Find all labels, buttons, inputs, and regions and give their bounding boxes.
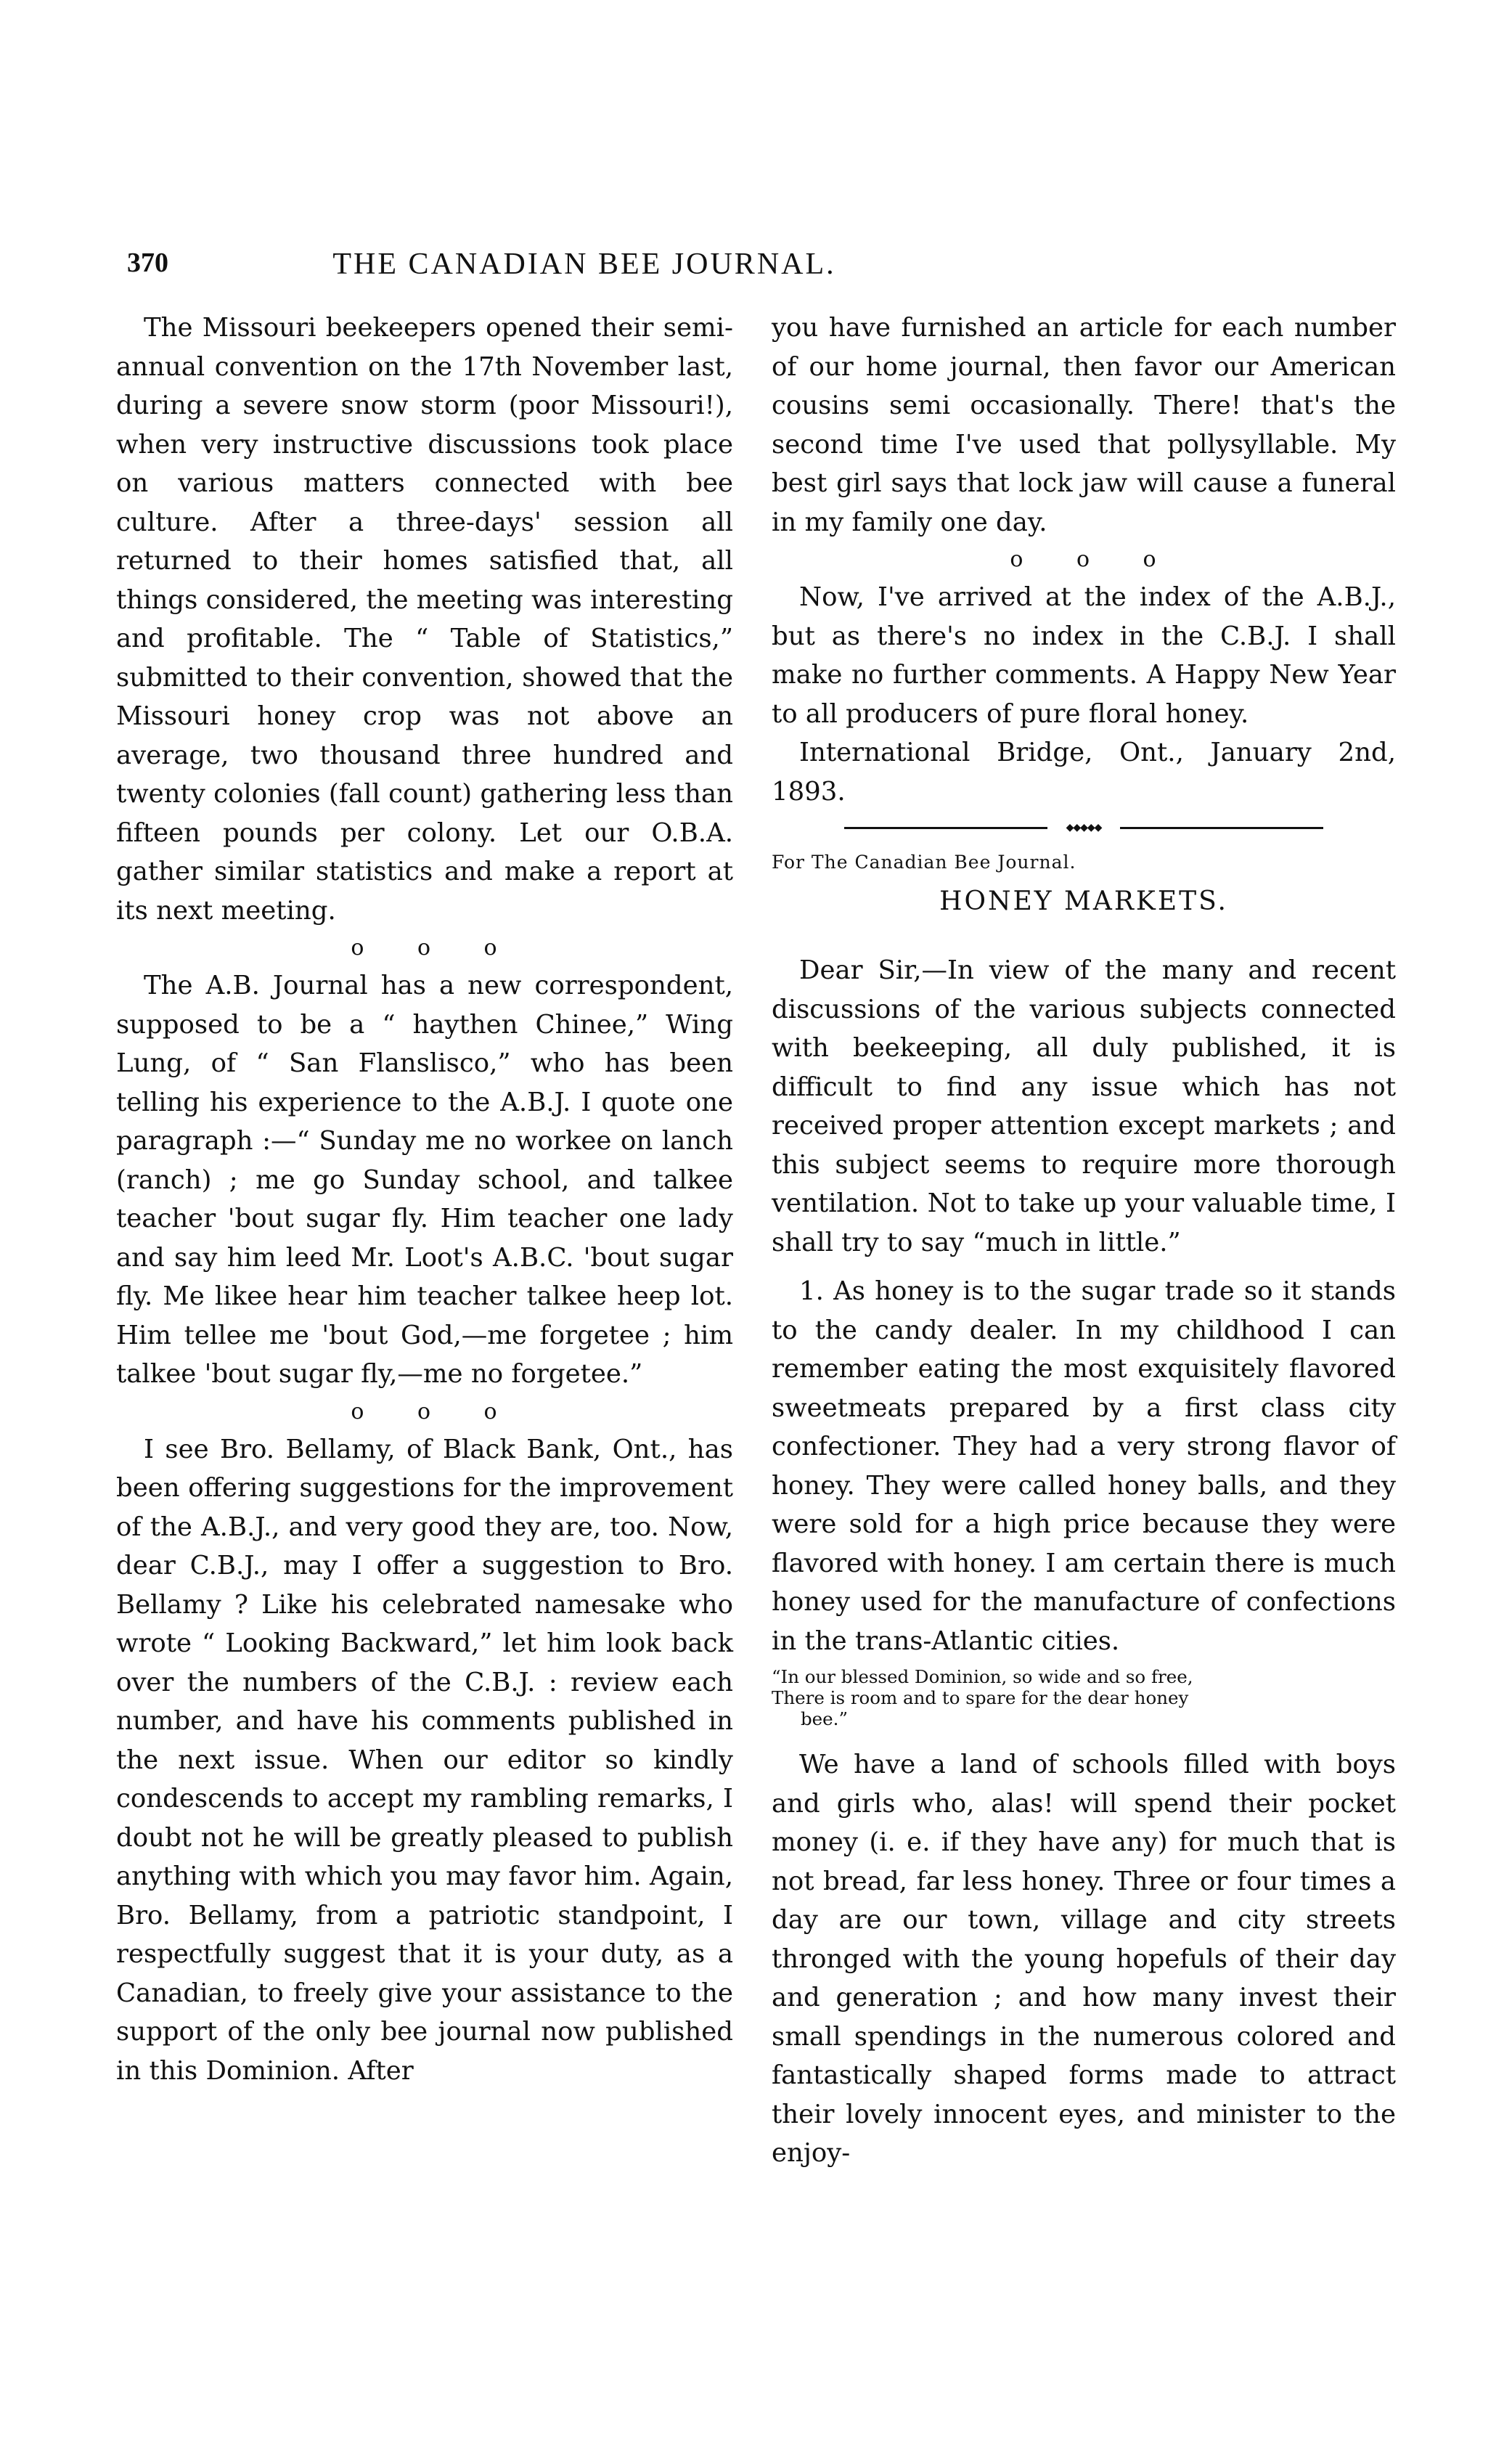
- verse-line: “In our blessed Dominion, so wide and so free,: [772, 1666, 1193, 1687]
- running-title: THE CANADIAN BEE JOURNAL.: [332, 248, 836, 281]
- verse-line: There is room and to spare for the dear honey: [772, 1687, 1189, 1708]
- point-one-paragraph: 1. As honey is to the sugar trade so it stands to the candy dealer. In my childhood I can remember eating the most exquisitely flavored sweetmeats prepared by a first class city confectioner. They had a very strong flavor of honey. They were called honey balls, and they were sold for a high price because they were flavored with honey. I am certain there is much honey used for the manufacture of confections in the trans-Atlantic cities.: [772, 1276, 1396, 1656]
- signoff-dateline: International Bridge, Ont., January 2nd, 1893.: [772, 738, 1396, 807]
- right-column: [772, 309, 1396, 2173]
- verse-quote: [772, 1666, 1396, 1729]
- rule-ornament: ◆◆◆◆◆: [1047, 821, 1120, 834]
- byline-for: For The Canadian Bee Journal.: [772, 852, 1076, 873]
- left-column: [116, 309, 733, 2090]
- continuation-paragraph: you have furnished an article for each number of our home journal, then favor our American cousins semi occasionally. There! that's the second time I've used that pollysyllable. My best girl says that lock jaw will cause a funeral in my family one day.: [772, 313, 1396, 537]
- page-header: [127, 247, 1042, 290]
- section-rule: [844, 822, 1323, 833]
- section-separator: o o o: [351, 935, 520, 961]
- bellamy-paragraph: I see Bro. Bellamy, of Black Bank, Ont., has been offering suggestions for the improvement of the A.B.J., and very good they are, too. Now, dear C.B.J., may I offer a suggestion to Bro. Bellamy ? Like his celebrated namesake who wrote “ Looking Backward,” let him look back over the numbers of the C.B.J. : review each number, and have his comments published in the next issue. When our editor so kindly condescends to accept my rambling remarks, I doubt not he will be greatly pleased to publish anything with which you may favor him. Again, Bro. Bellamy, from a patriotic standpoint, I respectfully suggest that it is your duty, as a Canadian, to freely give your assistance to the support of the only bee journal now published in this Dominion. After: [116, 1434, 733, 2086]
- section-separator: o o o: [1010, 547, 1180, 572]
- schools-paragraph: We have a land of schools filled with boys and girls who, alas! will spend their pocket money (i. e. if they have any) for much that is not bread, far less honey. Three or four times a day are our town, village and city streets thronged with the young hopefuls of their day and generation ; and how many invest their small spendings in the numerous colored and fantastically shaped forms made to attract their lovely innocent eyes, and minister to the enjoy-: [772, 1750, 1396, 2168]
- missouri-paragraph: The Missouri beekeepers opened their semi-annual convention on the 17th November last, during a severe snow storm (poor Missouri!), when very instructive discussions took place on various matters connected with bee culture. After a three-days' session all returned to their homes satisfied that, all things considered, the meeting was interesting and profitable. The “ Table of Statistics,” submitted to their convention, showed that the Missouri honey crop was not above an average, two thousand three hundred and twenty colonies (fall count) gathering less than fifteen pounds per colony. Let our O.B.A. gather similar statistics and make a report at its next meeting.: [116, 313, 733, 926]
- article-heading: HONEY MARKETS.: [939, 886, 1228, 916]
- section-separator: o o o: [351, 1398, 520, 1424]
- dear-sir-paragraph: Dear Sir,—In view of the many and recent discussions of the various subjects connected with beekeeping, all duly published, it is difficult to find any issue which has not received proper attention except markets ; and this subject seems to require more thorough ventilation. Not to take up your valuable time, I shall try to say “much in little.”: [772, 955, 1396, 1257]
- wing-lung-paragraph: The A.B. Journal has a new correspondent, supposed to be a “ haythen Chinee,” Wing Lung, of “ San Flanslisco,” who has been telling his experience to the A.B.J. I quote one paragraph :—“ Sunday me no workee on lanch (ranch) ; me go Sunday school, and talkee teacher 'bout sugar fly. Him teacher one lady and say him leed Mr. Loot's A.B.C. 'bout sugar fly. Me likee hear him teacher talkee heep lot. Him tellee me 'bout God,—me forgetee ; him talkee 'bout sugar fly,—me no forgetee.”: [116, 971, 733, 1389]
- verse-line: bee.”: [801, 1708, 848, 1729]
- page-number: 370: [127, 248, 168, 278]
- index-paragraph: Now, I've arrived at the index of the A.B.J., but as there's no index in the C.B.J. I shall make no further comments. A Happy New Year to all producers of pure floral honey.: [772, 582, 1396, 729]
